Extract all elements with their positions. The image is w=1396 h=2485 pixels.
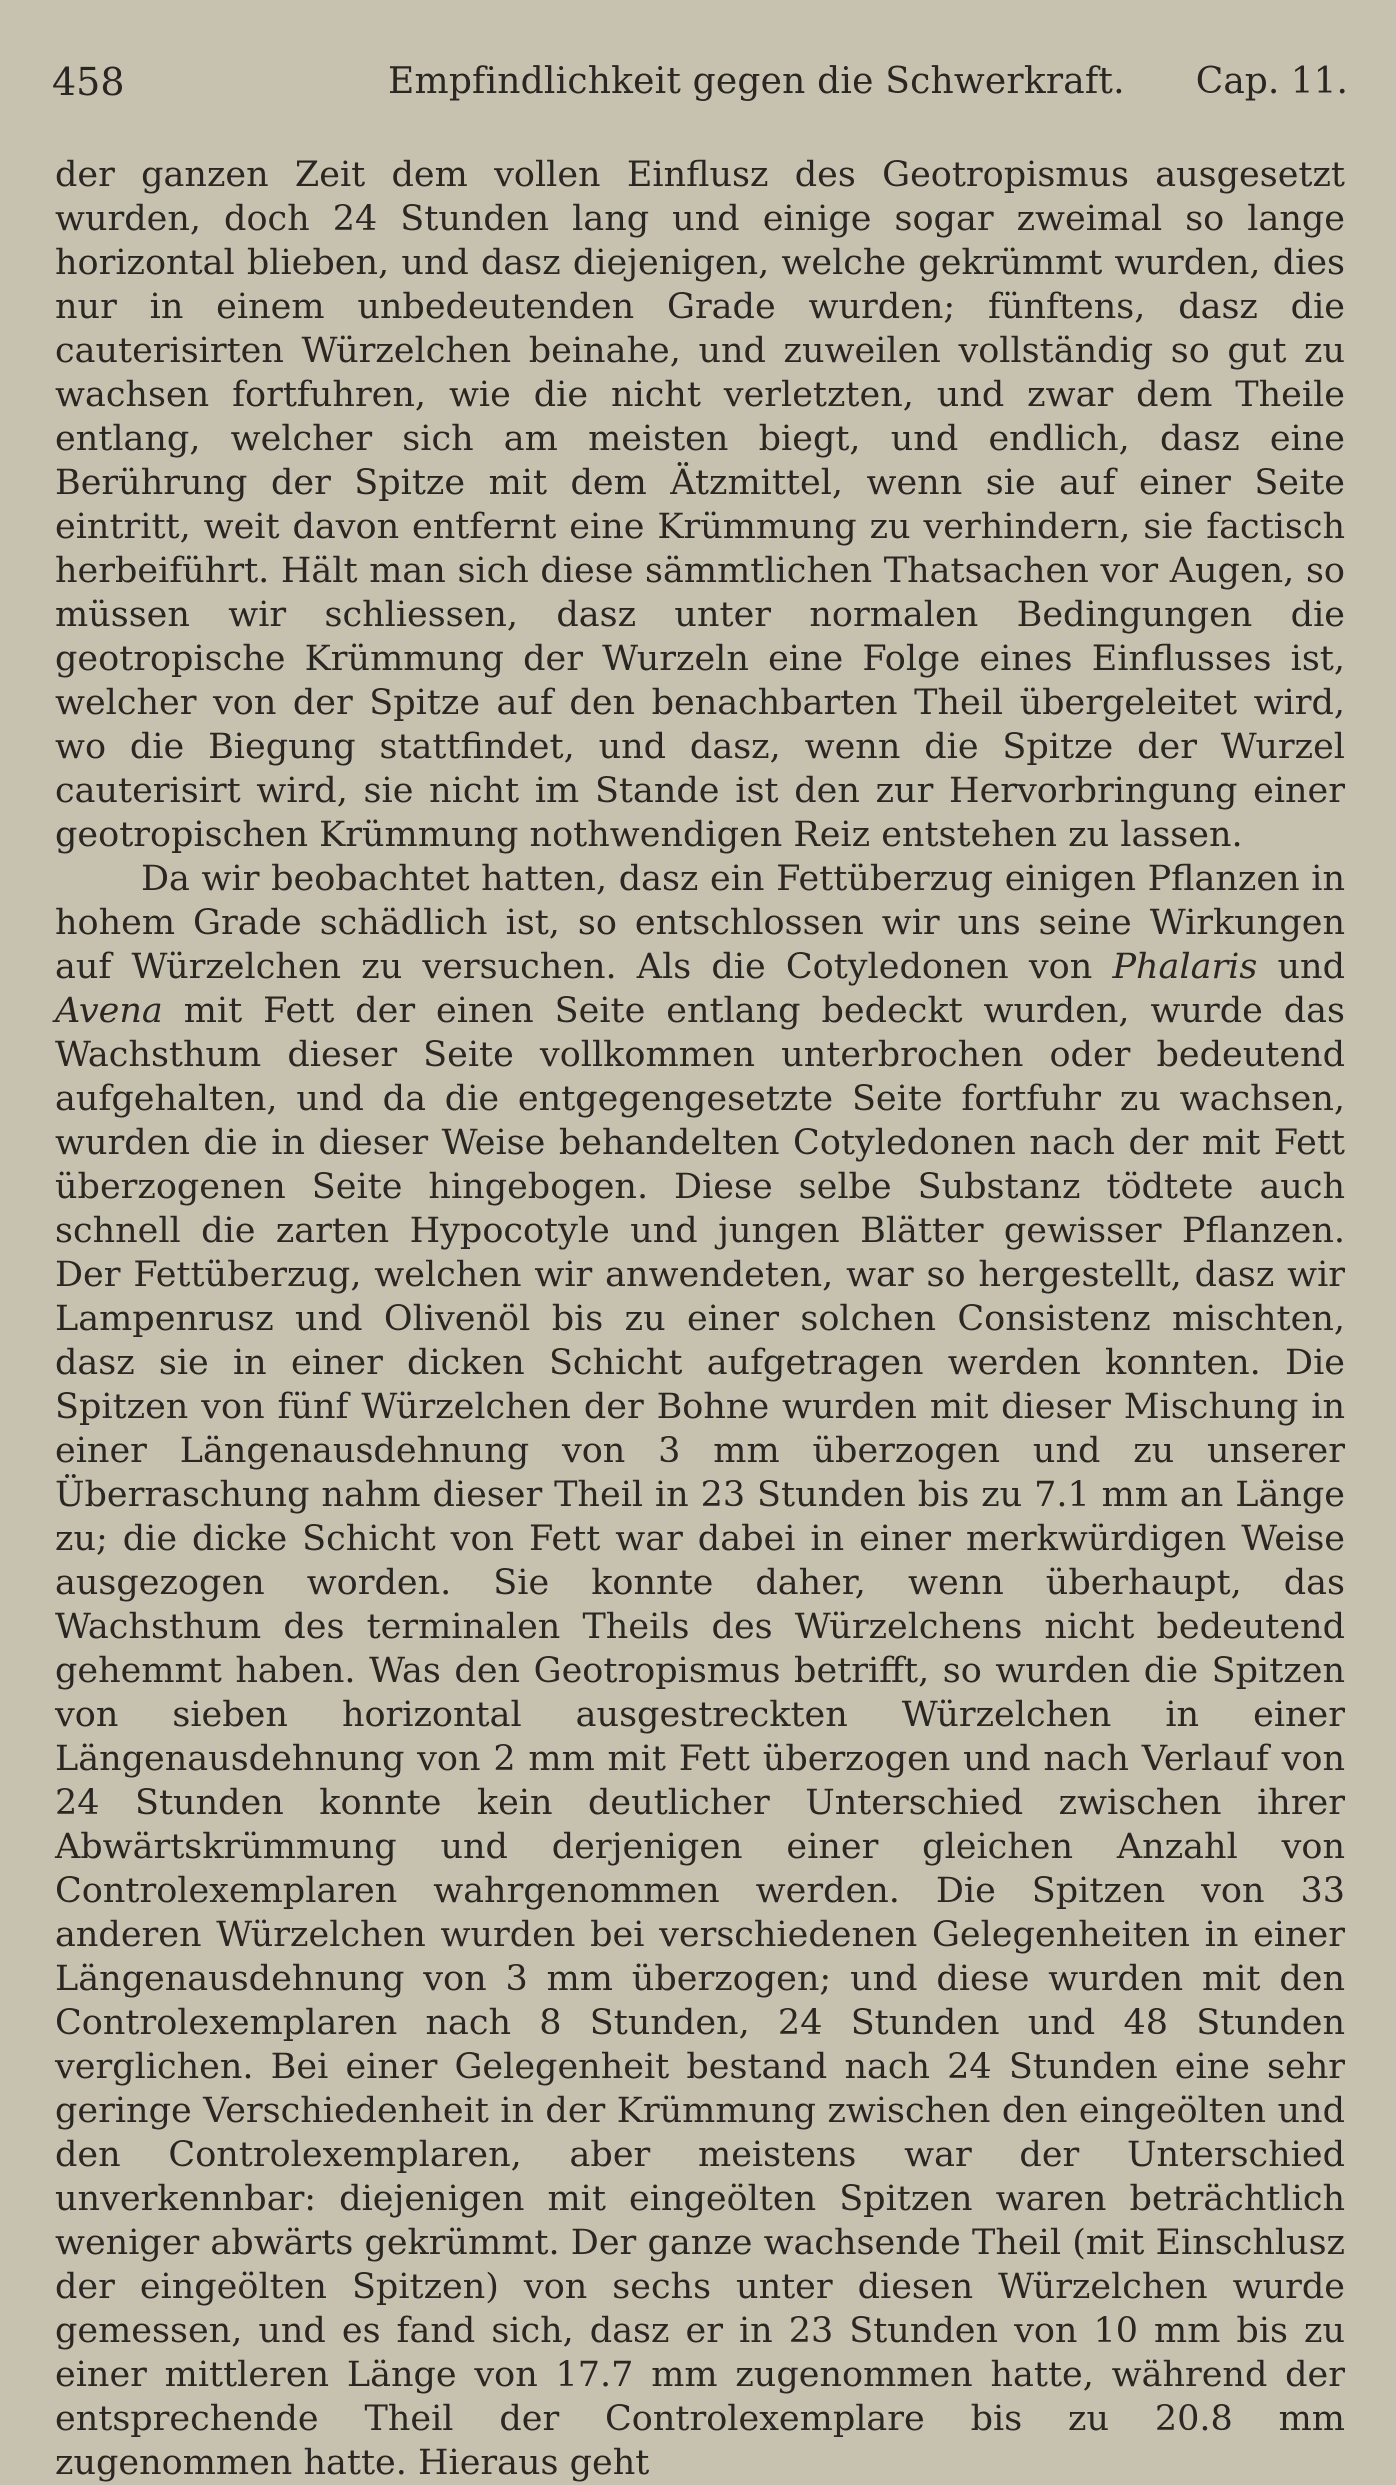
paragraph-1: der ganzen Zeit dem vollen Einflusz des Geotropismus ausgesetzt wurden, doch 24 Stunden lang und einige sogar zweimal so lange horizontal blieben, und dasz diejenigen, welche gekrümmt wurden, dies nur in einem unbedeutenden Grade wurden; fünftens, dasz die cauterisirten Würzelchen beinahe, und zuweilen vollständig so gut zu wachsen fortfuhren, wie die nicht verletzten, und zwar dem Theile entlang, welcher sich am meisten biegt, und endlich, dasz eine Berührung der Spitze mit dem Ätzmittel, wenn sie auf einer Seite eintritt, weit davon entfernt eine Krümmung zu verhindern, sie factisch herbeiführt. Hält man sich diese sämmtlichen Thatsachen vor Augen, so müssen wir schliessen, dasz unter normalen Bedingungen die geotropische Krümmung der Wurzeln eine Folge eines Einflusses ist, welcher von der Spitze auf den benachbarten Theil übergeleitet wird, wo die Biegung stattfindet, und dasz, wenn die Spitze der Wurzel cauterisirt wird, sie nicht im Stande ist den zur Hervorbringung einer geotropischen Krümmung nothwendigen Reiz entstehen zu lassen. [55, 155, 1345, 855]
paragraph-2-part-2: mit Fett der einen Seite entlang bedeckt wurden, wurde das Wachsthum dieser Seite vollkommen unterbrochen oder bedeutend aufgehalten, und da die entgegengesetzte Seite fortfuhr zu wachsen, wurden die in dieser Weise behandelten Cotyledonen nach der mit Fett überzogenen Seite hingebogen. Diese selbe Substanz tödtete auch schnell die zarten Hypocotyle und jungen Blätter gewisser Pflanzen. Der Fettüberzug, welchen wir anwendeten, war so hergestellt, dasz wir Lampenrusz und Olivenöl bis zu einer solchen Consistenz mischten, dasz sie in einer dicken Schicht aufgetragen werden konnten. Die Spitzen von fünf Würzelchen der Bohne wurden mit dieser Mischung in einer Längenausdehnung von 3 mm überzogen und zu unserer Überraschung nahm dieser Theil in 23 Stunden bis zu 7.1 mm an Länge zu; die dicke Schicht von Fett war dabei in einer merkwürdigen Weise ausgezogen worden. Sie konnte daher, wenn überhaupt, das Wachsthum des terminalen Theils des Würzelchens nicht bedeutend gehemmt haben. Was den Geotropismus betrifft, so wurden die Spitzen von sieben horizontal ausgestreckten Würzelchen in einer Längenausdehnung von 2 mm mit Fett überzogen und nach Verlauf von 24 Stunden konnte kein deutlicher Unterschied zwischen ihrer Abwärtskrümmung und derjenigen einer gleichen Anzahl von Controlexemplaren wahrgenommen werden. Die Spitzen von 33 anderen Würzelchen wurden bei verschiedenen Gelegenheiten in einer Längenausdehnung von 3 mm überzogen; und diese wurden mit den Controlexemplaren nach 8 Stunden, 24 Stunden und 48 Stunden verglichen. Bei einer Gelegenheit bestand nach 24 Stunden eine sehr geringe Verschiedenheit in der Krümmung zwischen den eingeölten und den Controlexemplaren, aber meistens war der Unterschied unverkennbar: diejenigen mit eingeölten Spitzen waren beträchtlich weniger abwärts gekrümmt. Der ganze wachsende Theil (mit Einschlusz der eingeölten Spitzen) von sechs unter diesen Würzelchen wurde gemessen, und es fand sich, dasz er in 23 Stunden von 10 mm bis zu einer mittleren Länge von 17.7 mm zugenommen hatte, während der entsprechende Theil der Controlexemplare bis zu 20.8 mm zugenommen hatte. Hieraus geht [55, 991, 1345, 2483]
genus-phalaris: Phalaris [1112, 947, 1258, 987]
body-text [55, 153, 1345, 2485]
paragraph-2-part-1: Da wir beobachtet hatten, dasz ein Fettüberzug einigen Pflanzen in hohem Grade schädlich ist, so entschlossen wir uns seine Wirkungen auf Würzelchen zu versuchen. Als die Cotyledonen von [55, 859, 1345, 987]
paragraph-2 [55, 857, 1345, 2485]
running-title: Empfindlichkeit gegen die Schwerkraft. [388, 61, 1125, 102]
page-number: 458 [52, 60, 125, 104]
genus-avena: Avena [55, 991, 163, 1031]
page-header [52, 52, 1348, 112]
chapter-label: Cap. 11. [1195, 61, 1348, 102]
paragraph-2-und: und [1257, 947, 1345, 987]
